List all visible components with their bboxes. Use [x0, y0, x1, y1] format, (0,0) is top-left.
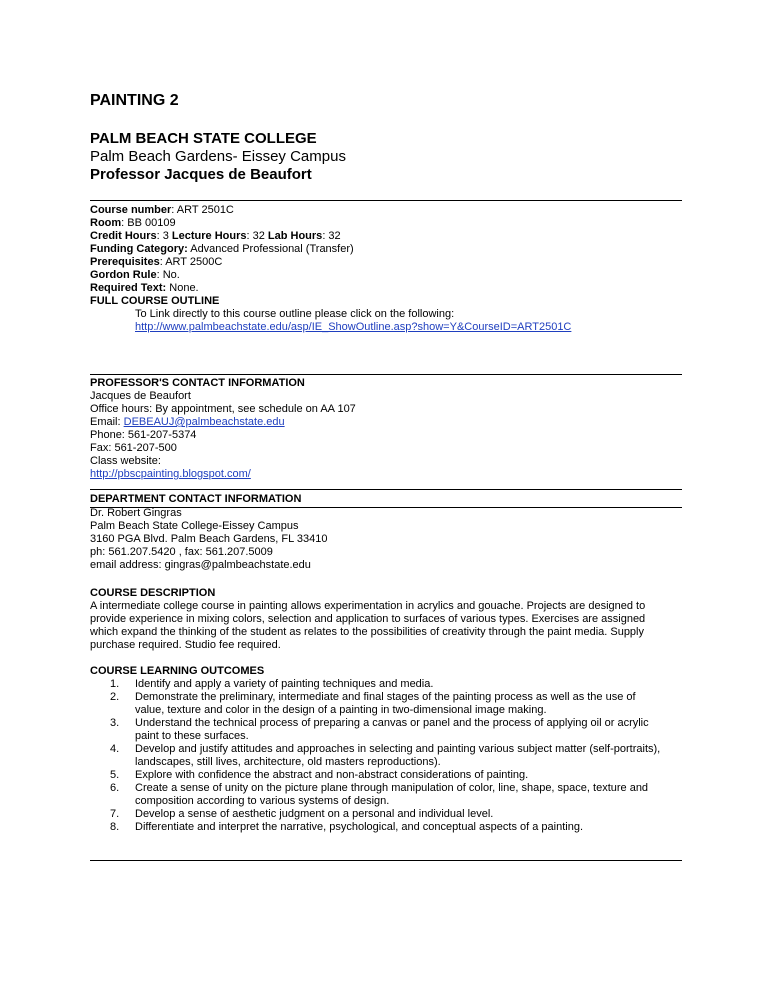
website-label: Class website:	[90, 455, 161, 467]
professor-name: Professor Jacques de Beaufort	[90, 166, 312, 183]
item-text: Differentiate and interpret the narrative, psychological, and conceptual aspects of a painting.	[135, 821, 584, 833]
divider	[90, 489, 682, 490]
funding-line	[90, 243, 682, 256]
department-contact-details	[90, 507, 682, 572]
list-item	[90, 743, 682, 769]
lab-hours-value: : 32	[322, 230, 341, 242]
office-hours: Office hours: By appointment, see schedule on AA 107	[90, 403, 356, 415]
outcomes-list	[90, 678, 682, 834]
item-text: Create a sense of unity on the picture plane through manipulation of color, line, shape, space, texture and	[135, 782, 649, 794]
divider	[90, 374, 682, 375]
item-text: Develop and justify attitudes and approaches in selecting and painting various subject matter (self-portraits),	[135, 743, 661, 755]
item-text: landscapes, still lives, architecture, old masters reproductions).	[135, 756, 441, 768]
department-college: Palm Beach State College-Eissey Campus	[90, 520, 299, 532]
item-number: 5.	[110, 769, 120, 781]
item-text: Identify and apply a variety of painting techniques and media.	[135, 678, 434, 690]
department-contact-name: Dr. Robert Gingras	[90, 507, 182, 519]
item-number: 7.	[110, 808, 120, 820]
learning-outcomes	[90, 665, 682, 834]
course-description-heading: COURSE DESCRIPTION	[90, 587, 216, 599]
room-value: : BB 00109	[121, 217, 176, 229]
list-item	[90, 782, 682, 808]
gordon-rule-label: Gordon Rule	[90, 269, 157, 281]
course-description	[90, 587, 682, 652]
outline-instruction: To Link directly to this course outline please click on the following:	[135, 308, 455, 320]
required-text-line	[90, 282, 682, 295]
professor-contact-name: Jacques de Beaufort	[90, 390, 191, 402]
prerequisites-line	[90, 256, 682, 269]
credit-hours-value: : 3	[156, 230, 172, 242]
phone: Phone: 561-207-5374	[90, 429, 197, 441]
department-contact-heading: DEPARTMENT CONTACT INFORMATION	[90, 493, 302, 505]
list-item	[90, 691, 682, 717]
course-number-value: : ART 2501C	[171, 204, 234, 216]
fax: Fax: 561-207-500	[90, 442, 177, 454]
list-item	[90, 717, 682, 743]
required-text-label: Required Text:	[90, 282, 167, 294]
outline-link-line	[90, 321, 682, 334]
funding-value: Advanced Professional (Transfer)	[187, 243, 354, 255]
course-number-line	[90, 204, 682, 217]
list-item	[90, 808, 682, 821]
email-link[interactable]: DEBEAUJ@palmbeachstate.edu	[123, 416, 285, 428]
list-item	[90, 769, 682, 782]
class-website-link[interactable]: http://pbscpainting.blogspot.com/	[90, 468, 251, 480]
full-outline-heading: FULL COURSE OUTLINE	[90, 295, 220, 307]
campus-name: Palm Beach Gardens- Eissey Campus	[90, 148, 346, 165]
prerequisites-label: Prerequisites	[90, 256, 160, 268]
item-number: 4.	[110, 743, 120, 755]
lab-hours-label: Lab Hours	[267, 230, 323, 242]
course-info	[90, 204, 682, 334]
prerequisites-value: : ART 2500C	[159, 256, 223, 268]
required-text-value: None.	[166, 282, 199, 294]
item-text: Demonstrate the preliminary, intermediate and final stages of the painting process as well as the use of	[135, 691, 636, 703]
item-number: 2.	[110, 691, 120, 703]
room-label: Room	[90, 217, 122, 229]
professor-contact-heading: PROFESSOR'S CONTACT INFORMATION	[90, 377, 305, 389]
lecture-hours-label: Lecture Hours	[171, 230, 247, 242]
department-address: 3160 PGA Blvd. Palm Beach Gardens, FL 33410	[90, 533, 328, 545]
item-text: composition according to various systems of design.	[135, 795, 390, 807]
lecture-hours-value: : 32	[246, 230, 268, 242]
item-text: Understand the technical process of preparing a canvas or panel and the process of applying oil or acrylic	[135, 717, 649, 729]
item-text: Explore with confidence the abstract and non-abstract considerations of painting.	[135, 769, 529, 781]
list-item	[90, 821, 682, 834]
gordon-rule-value: : No.	[156, 269, 180, 281]
room-line	[90, 217, 682, 230]
item-number: 8.	[110, 821, 120, 833]
description-line: provide experience in mixing colors, selection and application to surfaces of various types. Exercises are assigned	[90, 613, 646, 625]
item-number: 3.	[110, 717, 120, 729]
hours-line	[90, 230, 682, 243]
divider	[90, 200, 682, 201]
description-line: A intermediate college course in painting allows experimentation in acrylics and gouache. Projects are designed to	[90, 600, 646, 612]
document-title: PAINTING 2	[90, 92, 179, 109]
description-line: which expand the thinking of the student as relates to the possibilities of creativity through the paint media. Supply	[90, 626, 644, 638]
item-number: 6.	[110, 782, 120, 794]
description-line: purchase required. Studio fee required.	[90, 639, 281, 651]
department-contact	[90, 493, 682, 506]
college-name: PALM BEACH STATE COLLEGE	[90, 130, 317, 147]
department-email: email address: gingras@palmbeachstate.edu	[90, 559, 311, 571]
item-text: Develop a sense of aesthetic judgment on a personal and individual level.	[135, 808, 494, 820]
gordon-rule-line	[90, 269, 682, 282]
item-number: 1.	[110, 678, 120, 690]
department-phone-fax: ph: 561.207.5420 , fax: 561.207.5009	[90, 546, 273, 558]
credit-hours-label: Credit Hours	[90, 230, 157, 242]
email-line	[90, 416, 682, 429]
divider	[90, 860, 682, 861]
email-label: Email:	[90, 416, 124, 428]
learning-outcomes-heading: COURSE LEARNING OUTCOMES	[90, 665, 265, 677]
item-text: paint to these surfaces.	[135, 730, 249, 742]
website-line	[90, 468, 682, 481]
college-header	[90, 130, 346, 184]
list-item	[90, 678, 682, 691]
item-text: value, texture and color in the design of a painting in two-dimensional image making.	[135, 704, 547, 716]
professor-contact	[90, 377, 682, 481]
course-outline-link[interactable]: http://www.palmbeachstate.edu/asp/IE_ShowOutline.asp?show=Y&CourseID=ART2501C	[135, 321, 572, 333]
funding-label: Funding Category:	[90, 243, 188, 255]
course-number-label: Course number	[90, 204, 172, 216]
